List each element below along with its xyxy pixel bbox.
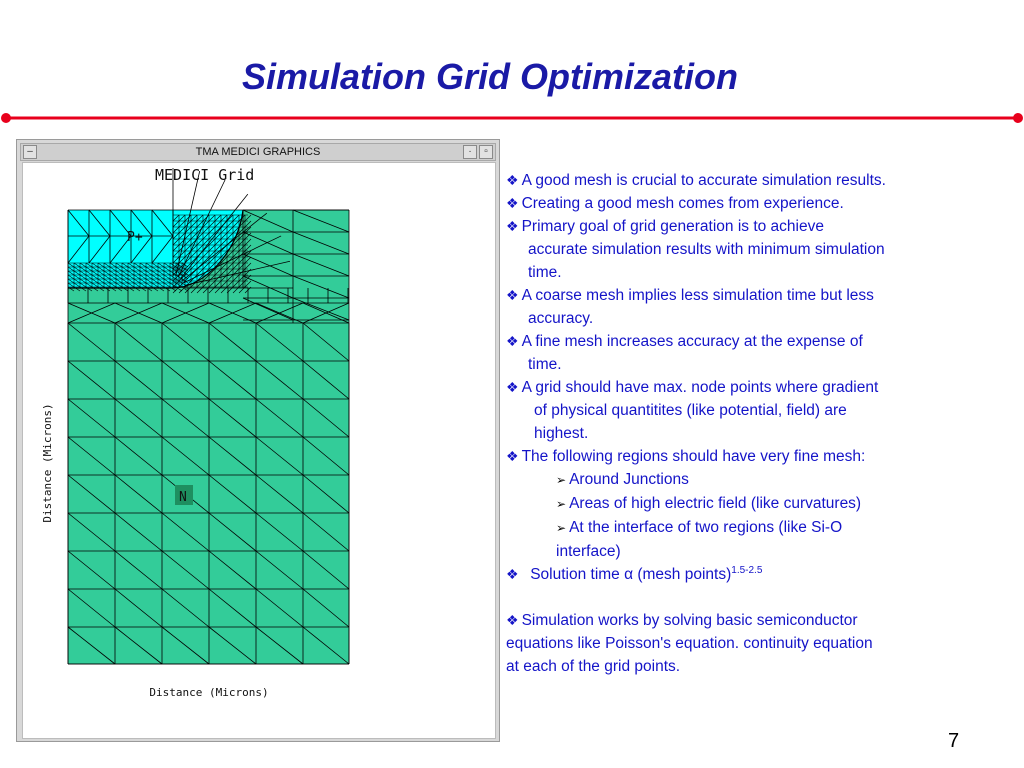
arrow-bullet-icon: ➢ [556, 497, 567, 511]
bullet-continuation: accuracy. [528, 310, 594, 327]
arrow-bullet-icon: ➢ [556, 521, 567, 535]
bullet-item: ❖ Simulation works by solving basic semiconductor [506, 612, 858, 629]
window-menu-button[interactable]: – [23, 145, 37, 159]
minimize-button[interactable]: · [463, 145, 477, 159]
page-number: 7 [948, 730, 960, 752]
bullet-item: ❖ A coarse mesh implies less simulation time but less [506, 287, 874, 304]
bullet-item: ❖ Solution time α (mesh points)$^{1.5-2.5}$ [506, 564, 763, 583]
window-titlebar [20, 143, 496, 161]
arrow-bullet-icon: ➢ [556, 473, 567, 487]
diamond-bullet-icon: ❖ [506, 333, 519, 349]
sub-bullet-item: ➢ Areas of high electric field (like curvatures) [556, 495, 862, 512]
bullet-item: ❖ Primary goal of grid generation is to achieve [506, 218, 824, 235]
spacer [506, 586, 1016, 609]
maximize-button[interactable]: ▫ [479, 145, 493, 159]
bullet-item: ❖ Creating a good mesh comes from experience. [506, 195, 844, 212]
diamond-bullet-icon: ❖ [506, 379, 519, 395]
sub-bullet-item: ➢ Around Junctions [556, 471, 689, 488]
diamond-bullet-icon: ❖ [506, 448, 519, 464]
bullet-item: ❖ A grid should have max. node points where gradient [506, 379, 879, 396]
bullet-continuation: accurate simulation results with minimum simulation [528, 241, 885, 258]
x-axis-label: Distance (Microns) [149, 686, 269, 699]
diamond-bullet-icon: ❖ [506, 172, 519, 188]
bullet-continuation: at each of the grid points. [506, 658, 681, 675]
diamond-bullet-icon: ❖ [506, 566, 519, 582]
window-title: TMA MEDICI GRAPHICS [195, 146, 321, 158]
grid-plot-area [22, 162, 496, 739]
diamond-bullet-icon: ❖ [506, 287, 519, 303]
bullet-item: ❖ The following regions should have very fine mesh: [506, 448, 866, 465]
bullet-continuation: time. [528, 264, 562, 281]
y-axis-label: Distance (Microns) [41, 403, 54, 523]
bullet-continuation: time. [528, 356, 562, 373]
bullet-list [506, 169, 1016, 678]
diamond-bullet-icon: ❖ [506, 218, 519, 234]
medici-graphics-window [16, 139, 500, 742]
plot-title: MEDICI Grid [155, 166, 255, 184]
medici-grid-plot [23, 163, 495, 738]
bullet-continuation: of physical quantitites (like potential, field) are [534, 402, 847, 419]
sub-bullet-continuation: interface) [556, 543, 621, 560]
bullet-continuation: equations like Poisson's equation. continuity equation [506, 635, 873, 652]
sub-bullet-item: ➢ At the interface of two regions (like Si-O [556, 519, 843, 536]
bullet-continuation: highest. [534, 425, 589, 442]
slide-title: Simulation Grid Optimization [241, 56, 738, 97]
title-rule [0, 110, 1024, 126]
n-label: N [179, 490, 187, 505]
exponent: 1.5-2.5 [731, 564, 763, 576]
diamond-bullet-icon: ❖ [506, 195, 519, 211]
bullet-item: ❖ A good mesh is crucial to accurate simulation results. [506, 172, 886, 189]
bullet-item: ❖ A fine mesh increases accuracy at the expense of [506, 333, 863, 350]
p-plus-label: P+ [127, 230, 143, 245]
diamond-bullet-icon: ❖ [506, 612, 519, 628]
